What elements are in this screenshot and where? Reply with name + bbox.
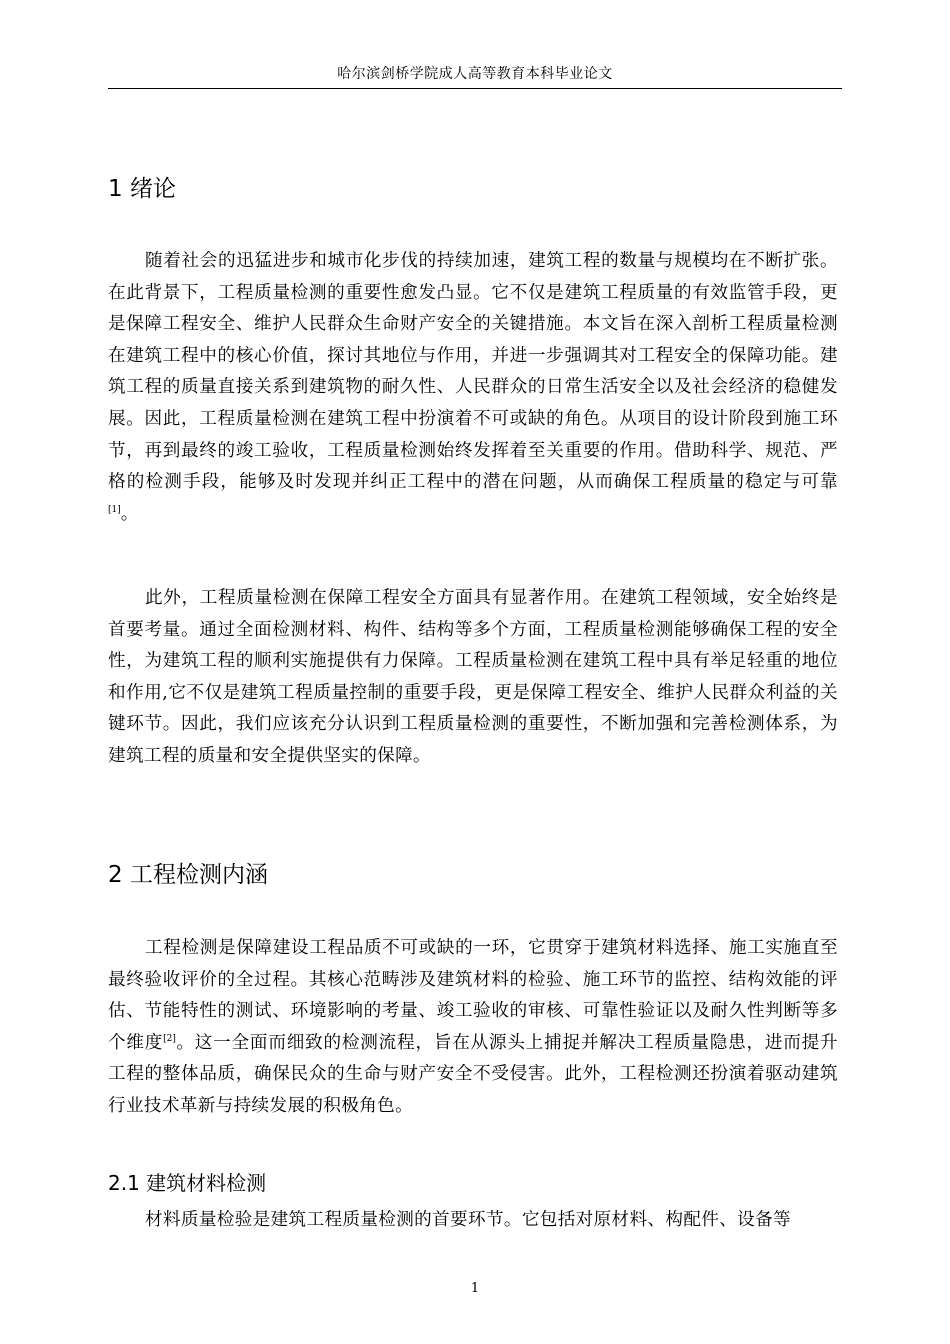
section-2-paragraph-1-text-b: 。这一全面而细致的检测流程，旨在从源头上捕捉并解决工程质量隐患，进而提升工程的整体品质，确保民众的生命与财产安全不受侵害。此外，工程检测还扮演着驱动建筑行业技术革新与持续发展的积极角色。 — [108, 1032, 838, 1116]
section-2-1-heading: 2.1 建筑材料检测 — [108, 1171, 267, 1195]
section-2-paragraph-1-text-a: 工程检测是保障建设工程品质不可或缺的一环，它贯穿于建筑材料选择、施工实施直至最终验收评价的全过程。其核心范畴涉及建筑材料的检验、施工环节的监控、结构效能的评估、节能特性的测试、环境影响的考量、竣工验收的审核、可靠性验证以及耐久性判断等多个维度 — [108, 938, 838, 1053]
section-1-paragraph-1 — [108, 246, 838, 530]
page-number: 1 — [470, 1281, 480, 1296]
page-header-title: 哈尔滨剑桥学院成人高等教育本科毕业论文 — [337, 66, 613, 82]
section-1-heading: 1 绪论 — [108, 176, 176, 202]
section-2-1-paragraph-1: 材料质量检验是建筑工程质量检测的首要环节。它包括对原材料、构配件、设备等 — [145, 1210, 791, 1230]
section-1-paragraph-1-text: 随着社会的迅猛进步和城市化步伐的持续加速，建筑工程的数量与规模均在不断扩张。在此背景下，工程质量检测的重要性愈发凸显。它不仅是建筑工程质量的有效监管手段，更是保障工程安全、维护人民群众生命财产安全的关键措施。本文旨在深入剖析工程质量检测在建筑工程中的核心价值，探讨其地位与作用，并进一步强调其对工程安全的保障功能。建筑工程的质量直接关系到建筑物的耐久性、人民群众的日常生活安全以及社会经济的稳健发展。因此，工程质量检测在建筑工程中扮演着不可或缺的角色。从项目的设计阶段到施工环节，再到最终的竣工验收，工程质量检测始终发挥着至关重要的作用。借助科学、规范、严格的检测手段，能够及时发现并纠正工程中的潜在问题，从而确保工程质量的稳定与可靠 — [108, 251, 838, 493]
section-1-paragraph-2: 此外，工程质量检测在保障工程安全方面具有显著作用。在建筑工程领域，安全始终是首要考量。通过全面检测材料、构件、结构等多个方面，工程质量检测能够确保工程的安全性，为建筑工程的顺利实施提供有力保障。工程质量检测在建筑工程中具有举足轻重的地位和作用,它不仅是建筑工程质量控制的重要手段，更是保障工程安全、维护人民群众利益的关键环节。因此，我们应该充分认识到工程质量检测的重要性，不断加强和完善检测体系，为建筑工程的质量和安全提供坚实的保障。 — [108, 588, 838, 766]
section-2-heading: 2 工程检测内涵 — [108, 862, 268, 888]
header-divider — [108, 88, 842, 89]
section-2-paragraph-1 — [108, 933, 838, 1123]
section-1-paragraph-1-end: 。 — [120, 503, 139, 524]
citation-2: [2] — [163, 1033, 176, 1044]
citation-1: [1] — [108, 504, 121, 515]
